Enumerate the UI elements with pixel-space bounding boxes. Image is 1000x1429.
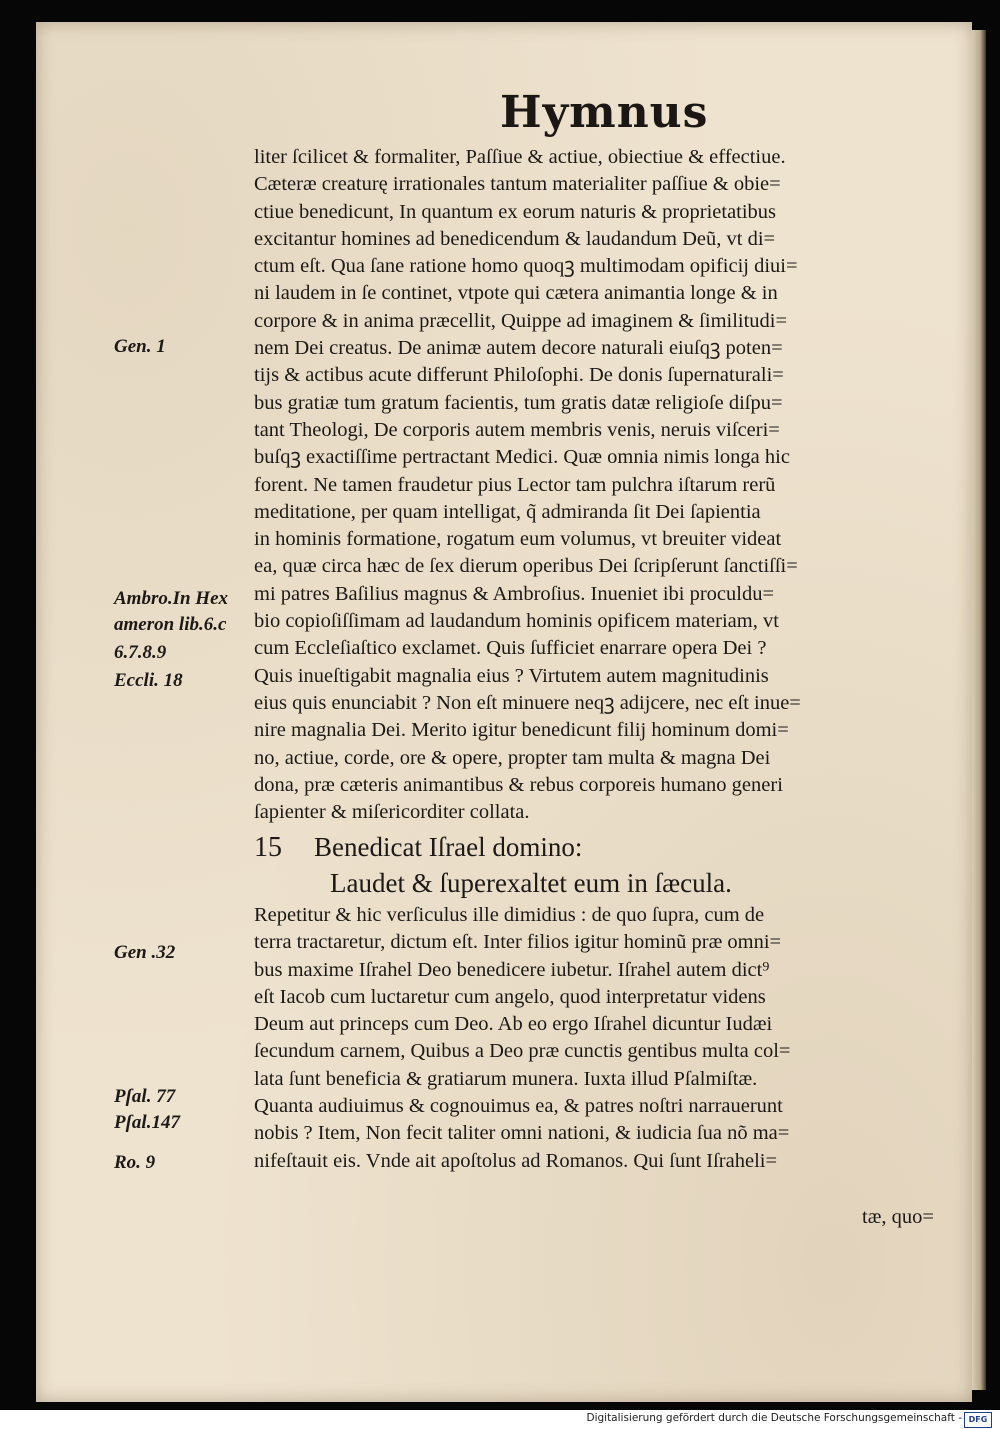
commentary-text-line: terra tractaretur, dictum eſt. Inter filios igitur hominũ præ omni= bbox=[254, 931, 782, 954]
footer-credit: Digitalisierung gefördert durch die Deutsche Forschungsgemeinschaft - bbox=[586, 1412, 962, 1424]
body-text-line: tijs & actibus acute differunt Philoſophi. De donis ſupernaturali= bbox=[254, 364, 784, 387]
body-text-line: Cæteræ creaturę irrationales tantum materialiter paſſiue & obie= bbox=[254, 173, 781, 196]
commentary-text-line: Deum aut princeps cum Deo. Ab eo ergo Iſrahel dicuntur Iudæi bbox=[254, 1013, 773, 1036]
body-text-line: ea, quæ circa hæc de ſex dierum operibus Dei ſcripſerunt ſanctiſſi= bbox=[254, 555, 798, 578]
body-text-line: ni laudem in ſe continet, vtpote qui cætera animantia longe & in bbox=[254, 282, 778, 305]
body-text-line: mi patres Baſilius magnus & Ambroſius. Inueniet ibi proculdu= bbox=[254, 582, 775, 605]
margin-note-ambro-1: Ambro.In Hex bbox=[114, 588, 229, 609]
commentary-text-line: lata ſunt beneficia & gratiarum munera. Iuxta illud Pſalmiſtæ. bbox=[254, 1067, 758, 1090]
margin-note-psal147: Pſal.147 bbox=[114, 1112, 180, 1133]
body-text-line: ctum eſt. Qua ſane ratione homo quoqꝫ multimodam opificij diui= bbox=[254, 255, 798, 278]
commentary-text-line: eſt Iacob cum luctaretur cum angelo, quod interpretatur videns bbox=[254, 985, 766, 1008]
body-text-line: bus gratiæ tum gratum facientis, tum gratis datæ religioſe diſpu= bbox=[254, 391, 783, 414]
margin-note-gen1: Gen. 1 bbox=[114, 336, 166, 357]
body-text-line: no, actiue, corde, ore & opere, propter tam multa & magna Dei bbox=[254, 746, 771, 769]
page-edge bbox=[972, 30, 986, 1390]
verse-heading-line-1 bbox=[254, 832, 582, 864]
catchword: tæ, quo= bbox=[862, 1206, 934, 1228]
body-text-line: Quis inueſtigabit magnalia eius ? Virtutem autem magnitudinis bbox=[254, 664, 769, 687]
verse-line-1: Benedicat Iſrael domino: bbox=[314, 832, 583, 862]
margin-note-ambro-2: ameron lib.6.c bbox=[114, 614, 227, 635]
commentary-text-line: Quanta audiuimus & cognouimus ea, & patres noſtri narrauerunt bbox=[254, 1095, 783, 1118]
body-text-line: nem Dei creatus. De animæ autem decore naturali eiuſqꝫ poten= bbox=[254, 337, 783, 360]
body-text-line: forent. Ne tamen fraudetur pius Lector tam pulchra iſtarum rerũ bbox=[254, 473, 776, 496]
body-text-line: buſqꝫ exactiſſime pertractant Medici. Quæ omnia nimis longa hic bbox=[254, 446, 790, 469]
verse-line-2: Laudet & ſuperexaltet eum in ſæcula. bbox=[330, 868, 732, 898]
commentary-text-line: bus maxime Iſrahel Deo benedicere iubetur. Iſrahel autem dict⁹ bbox=[254, 958, 770, 981]
running-head: Hymnus bbox=[500, 87, 709, 138]
commentary-text-line: nifeſtauit eis. Vnde ait apoſtolus ad Romanos. Qui ſunt Iſraheli= bbox=[254, 1149, 778, 1172]
body-text-line: corpore & in anima præcellit, Quippe ad imaginem & ſimilitudi= bbox=[254, 309, 788, 332]
body-text bbox=[254, 144, 944, 826]
margin-note-eccli: Eccli. 18 bbox=[114, 670, 183, 691]
body-text-line: meditatione, per quam intelligat, q̃ admiranda ſit Dei ſapientia bbox=[254, 500, 761, 523]
body-text-line: nire magnalia Dei. Merito igitur benedicunt filij hominum domi= bbox=[254, 719, 789, 742]
commentary-text-line: ſecundum carnem, Quibus a Deo præ cunctis gentibus multa col= bbox=[254, 1040, 791, 1063]
body-text-line: in hominis formatione, rogatum eum volumus, vt breuiter videat bbox=[254, 528, 782, 551]
body-text-line: ctiue benedicunt, In quantum ex eorum naturis & proprietatibus bbox=[254, 200, 777, 223]
verse-number: 15 bbox=[254, 832, 282, 863]
commentary-text-line: nobis ? Item, Non fecit taliter omni nationi, & iudicia ſua nõ ma= bbox=[254, 1122, 790, 1145]
body-text-line: cum Eccleſiaſtico exclamet. Quis ſufficiet enarrare opera Dei ? bbox=[254, 637, 767, 660]
verse-heading-line-2 bbox=[330, 868, 732, 899]
dfg-logo: DFG bbox=[964, 1412, 992, 1428]
commentary-text bbox=[254, 902, 944, 1175]
commentary-text-line: Repetitur & hic verſiculus ille dimidius : de quo ſupra, cum de bbox=[254, 904, 765, 926]
body-text-line: liter ſcilicet & formaliter, Paſſiue & actiue, obiectiue & effectiue. bbox=[254, 146, 786, 168]
margin-note-gen32: Gen .32 bbox=[114, 942, 176, 963]
footer-bar bbox=[0, 1410, 1000, 1429]
margin-note-ro9: Ro. 9 bbox=[114, 1152, 156, 1173]
body-text-line: tant Theologi, De corporis autem membris venis, neruis viſceri= bbox=[254, 418, 780, 441]
body-text-line: dona, præ cæteris animantibus & rebus corporeis humano generi bbox=[254, 773, 783, 796]
margin-note-ambro-3: 6.7.8.9 bbox=[114, 642, 167, 663]
margin-note-psal77: Pſal. 77 bbox=[114, 1086, 176, 1107]
body-text-line: bio copioſiſſimam ad laudandum hominis opificem materiam, vt bbox=[254, 610, 779, 633]
body-text-line: eius quis enunciabit ? Non eſt minuere neqꝫ adijcere, nec eſt inue= bbox=[254, 691, 801, 714]
body-text-line: excitantur homines ad benedicendum & laudandum Deũ, vt di= bbox=[254, 227, 776, 250]
body-text-line: ſapienter & miſericorditer collata. bbox=[254, 801, 530, 824]
